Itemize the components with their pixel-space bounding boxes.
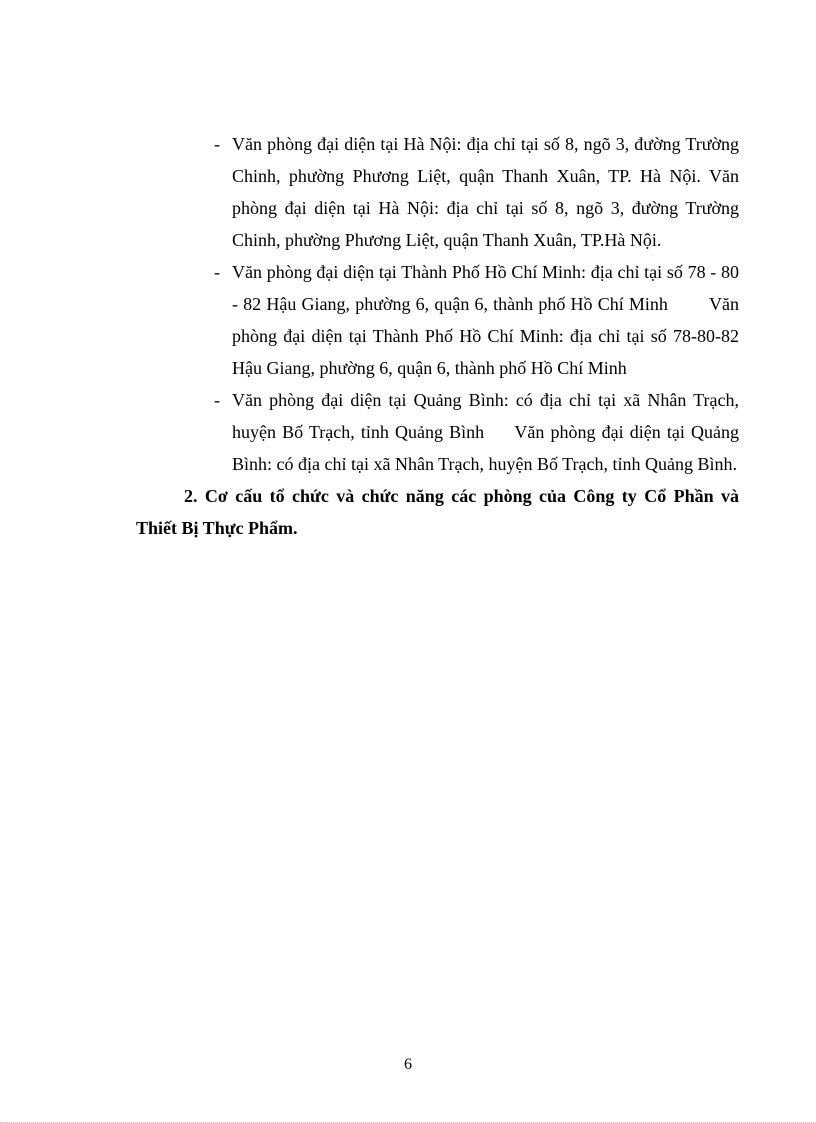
bullet-marker: - (214, 390, 220, 410)
bullet-hcm-office (214, 256, 744, 384)
bullet-hanoi-office (214, 128, 739, 256)
section-heading: 2. Cơ cấu tổ chức và chức năng các phòng của Công ty Cổ Phần và Thiết Bị Thực Phẩm. (136, 486, 739, 538)
bullet-marker: - (214, 262, 220, 282)
bullet-text: Văn phòng đại diện tại Thành Phố Hồ Chí Minh: địa chỉ tại số 78 - 80 - 82 Hậu Giang, phường 6, quận 6, thành phố Hồ Chí Minh Văn phòng đại diện tại Thành Phố Hồ Chí Minh: địa chỉ tại số 78-80-82 Hậu Giang, phường 6, quận 6, thành phố Hồ Chí Minh (232, 262, 744, 378)
page-number: 6 (404, 1056, 412, 1073)
bullet-quangbinh-office (214, 384, 744, 480)
bullet-text: Văn phòng đại diện tại Hà Nội: địa chỉ tại số 8, ngõ 3, đường Trường Chinh, phường Phương Liệt, quận Thanh Xuân, TP. Hà Nội. Văn phòng đại diện tại Hà Nội: địa chỉ tại số 8, ngõ 3, đường Trường Chinh, phường Phương Liệt, quận Thanh Xuân, TP.Hà Nội. (232, 134, 739, 250)
bullet-marker: - (214, 134, 220, 154)
bullet-text: Văn phòng đại diện tại Quảng Bình: có địa chỉ tại xã Nhân Trạch, huyện Bố Trạch, tỉnh Quảng Bình Văn phòng đại diện tại Quảng Bình: có địa chỉ tại xã Nhân Trạch, huyện Bố Trạch, tỉnh Quảng Bình. (232, 390, 744, 474)
page-content (136, 128, 744, 562)
